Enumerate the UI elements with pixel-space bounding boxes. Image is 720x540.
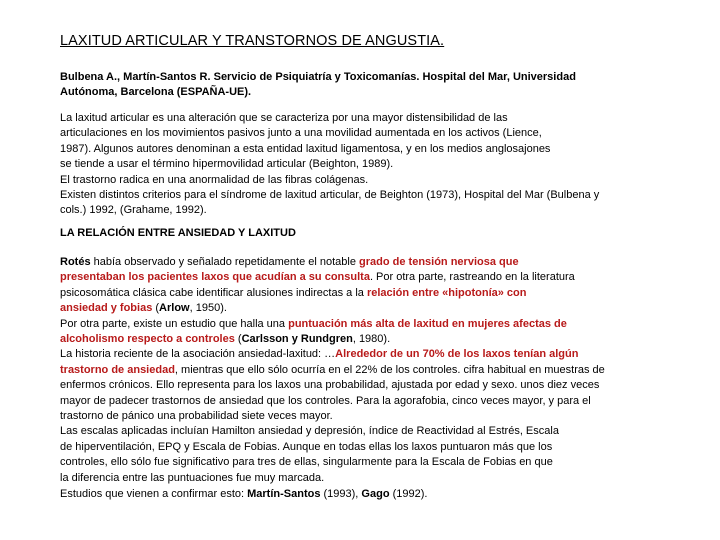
highlight-text: presentaban los pacientes laxos que acudían a su consulta [60, 271, 370, 284]
highlight-text: puntuación más alta de laxitud en mujeres afectas de [288, 317, 567, 330]
body-text: mayor de padecer trastornos de ansiedad que los controles. Para la agorafobia, cinco veces mayor, y para el [60, 394, 591, 407]
author-ref-rotes: Rotés [60, 256, 91, 268]
author-ref-martin-santos: Martín-Santos [247, 488, 321, 500]
body-text: psicosomática clásica cabe identificar alusiones indirectas a la [60, 286, 367, 299]
body-text: . Por otra parte, rastreando en la literatura [369, 271, 575, 284]
closing-paragraph [60, 487, 710, 502]
author-ref-carlsson: Carlsson y Rundgren [241, 333, 353, 346]
body-text: la diferencia entre las puntuaciones fue muy marcada. [60, 471, 325, 484]
body-text: La historia reciente de la asociación ansiedad-laxitud: … [60, 348, 336, 361]
body-text: de hiperventilación, EPQ y Escala de Fobias. Aunque en todas ellas los laxos puntuaron más que los [60, 440, 553, 453]
highlight-text: trastorno de ansiedad [60, 363, 175, 376]
closing-text: (1992). [389, 488, 428, 500]
body-text: , 1980). [352, 333, 391, 346]
body-text: ( [152, 302, 160, 315]
highlight-text: alcoholismo respecto a controles [60, 333, 235, 346]
body-text: controles, ello sólo fue significativo para tres de ellas, singularmente para la Escala de Fobias en que [60, 456, 553, 469]
intro-paragraph: La laxitud articular es una alteración que se caracteriza por una mayor distensibilidad de las articulaciones en los movimientos pasivos junto a una movilidad aumentada en los activos (Lience, 1987). Algunos autores denominan a esta entidad laxitud ligamentosa, y en los medios anglosajones se tiende a usar el término hipermovilidad articular (Beighton, 1989). El trastorno radica en una anormalidad de las fibras colágenas. Existen distintos criterios para el síndrome de laxitud articular, de Beighton (1973), Hospital del Mar (Bulbena y cols.) 1992, (Grahame, 1992). [60, 112, 600, 217]
closing-text: (1993), [320, 488, 362, 500]
highlight-text: ansiedad y fobias [60, 302, 153, 315]
body-paragraph [60, 255, 710, 486]
body-text: Por otra parte, existe un estudio que halla una [60, 317, 289, 330]
authors-affiliation: Bulbena A., Martín-Santos R. Servicio de Psiquiatría y Toxicomanías. Hospital del Mar, Universidad Autónoma, Barcelona (ESPAÑA-UE). [60, 71, 576, 98]
body-text: había observado y señalado repetidamente el notable [90, 256, 360, 268]
highlight-text: Alrededor de un 70% de los laxos tenían algún [335, 348, 579, 361]
document-title: LAXITUD ARTICULAR Y TRANSTORNOS DE ANGUSTIA. [60, 33, 445, 49]
body-text: , mientras que ello sólo ocurría en el 22% de los controles. cifra habitual en muestras de [174, 363, 605, 376]
author-ref-arlow: Arlow [159, 302, 190, 315]
body-text: trastorno de pánico una probabilidad siete veces mayor. [60, 410, 333, 423]
body-text: , 1950). [189, 302, 227, 315]
body-text: Las escalas aplicadas incluían Hamilton ansiedad y depresión, índice de Reactividad al Estrés, Escala [60, 425, 559, 438]
author-ref-gago: Gago [361, 488, 390, 500]
body-text: enfermos crónicos. Ello representa para los laxos una probabilidad, ajustada por edad y sexo. unos diez veces [60, 379, 600, 392]
closing-text: Estudios que vienen a confirmar esto: [60, 488, 248, 500]
body-text: ( [234, 333, 242, 346]
highlight-text: relación entre «hipotonía» con [366, 286, 527, 299]
section-heading: LA RELACIÓN ENTRE ANSIEDAD Y LAXITUD [60, 227, 296, 239]
highlight-text: grado de tensión nerviosa que [359, 256, 519, 268]
